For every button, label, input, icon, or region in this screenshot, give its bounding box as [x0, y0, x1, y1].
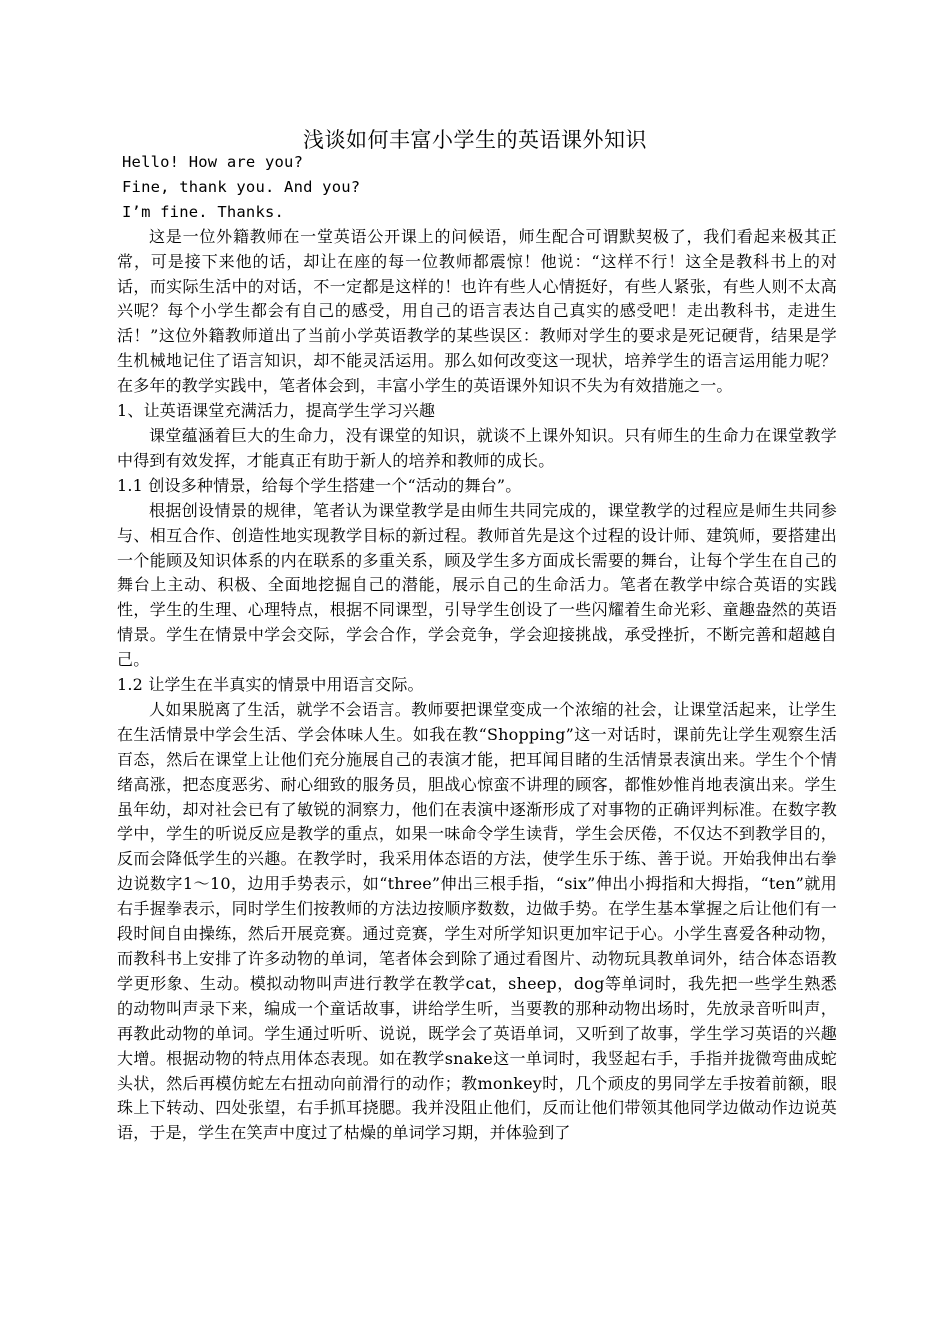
- section-heading-1: 1、让英语课堂充满活力，提高学生学习兴趣: [117, 401, 436, 421]
- greeting-line: I’m fine. Thanks.: [122, 202, 285, 221]
- document-title: 浅谈如何丰富小学生的英语课外知识: [303, 128, 647, 152]
- subsection-1-2-paragraph: 人如果脱离了生活，就学不会语言。教师要把课堂变成一个浓缩的社会，让课堂活起来，让学生在生活情景中学会生活、学会体味人生。如我在教“Shopping”这一对话时，课前先让学生观察生活百态，然后在课堂上让他们充分施展自己的表演才能，把耳闻目睹的生活情景表演出来。学生个个情绪高涨，把态度恶劣、耐心细致的服务员，胆战心惊蛮不讲理的顾客，都惟妙惟肖地表演出来。学生虽年幼，却对社会已有了敏锐的洞察力，他们在表演中逐渐形成了对事物的正确评判标准。在数字教学中，学生的听说反应是教学的重点，如果一味命令学生读背，学生会厌倦，不仅达不到教学目的，反而会降低学生的兴趣。在教学时，我采用体态语的方法，使学生乐于练、善于说。开始我伸出右拳边说数字1～10，边用手势表示，如“three”伸出三根手指，“six”伸出小拇指和大拇指，“ten”就用右手握拳表示，同时学生们按教师的方法边按顺序数数，边做手势。在学生基本掌握之后让他们有一段时间自由操练，然后开展竞赛。通过竞赛，学生对所学知识更加牢记于心。小学生喜爱各种动物，而教科书上安排了许多动物的单词，笔者体会到除了通过看图片、动物玩具教单词外，结合体态语教学更形象、生动。模拟动物叫声进行教学在教学cat，sheep，dog等单词时，我先把一些学生熟悉的动物叫声录下来，编成一个童话故事，讲给学生听，当要教的那种动物出场时，先放录音听叫声，再教此动物的单词。学生通过听听、说说，既学会了英语单词，又听到了故事，学生学习英语的兴趣大增。根据动物的特点用体态表现。如在教学snake这一单词时，我竖起右手，手指并拢微弯曲成蛇头状，然后再模仿蛇左右扭动向前滑行的动作；教monkey时，几个顽皮的男同学左手按着前额，眼珠上下转动、四处张望，右手抓耳挠腮。我并没阻止他们，反而让他们带领其他同学边做动作边说英语，于是，学生在笑声中度过了枯燥的单词学习期，并体验到了: [117, 699, 837, 1143]
- section-1-paragraph: 课堂蕴涵着巨大的生命力，没有课堂的知识，就谈不上课外知识。只有师生的生命力在课堂教学中得到有效发挥，才能真正有助于新人的培养和教师的成长。: [117, 425, 837, 470]
- greeting-line: Fine, thank you. And you?: [122, 177, 361, 196]
- subsection-heading-1-1: 1.1 创设多种情景，给每个学生搭建一个“活动的舞台”。: [117, 475, 522, 495]
- subsection-heading-1-2: 1.2 让学生在半真实的情景中用语言交际。: [117, 675, 424, 695]
- document-body: [117, 150, 837, 1146]
- intro-paragraph: 这是一位外籍教师在一堂英语公开课上的问候语，师生配合可谓默契极了，我们看起来极其正常，可是接下来他的话，却让在座的每一位教师都震惊！他说：“这样不行！这全是教科书上的对话，而实际生活中的对话，不一定都是这样的！也许有些人心情挺好，有些人紧张，有些人则不太高兴呢？每个小学生都会有自己的感受，用自己的语言表达自己真实的感受吧！走出教科书，走进生活！”这位外籍教师道出了当前小学英语教学的某些误区：教师对学生的要求是死记硬背，结果是学生机械地记住了语言知识，却不能灵活运用。那么如何改变这一现状，培养学生的语言运用能力呢？在多年的教学实践中，笔者体会到，丰富小学生的英语课外知识不失为有效措施之一。: [117, 226, 837, 396]
- subsection-1-1-paragraph: 根据创设情景的规律，笔者认为课堂教学是由师生共同完成的，课堂教学的过程应是师生共同参与、相互合作、创造性地实现教学目标的新过程。教师首先是这个过程的设计师、建筑师，要搭建出一个能顾及知识体系的内在联系的多重关系，顾及学生多方面成长需要的舞台，让每个学生在自己的舞台上主动、积极、全面地挖掘自己的潜能，展示自己的生命活力。笔者在教学中综合英语的实践性，学生的生理、心理特点，根据不同课型，引导学生创设了一些闪耀着生命光彩、童趣盎然的英语情景。学生在情景中学会交际，学会合作，学会竞争，学会迎接挑战，承受挫折，不断完善和超越自己。: [117, 500, 837, 670]
- greeting-line: Hello! How are you?: [122, 153, 304, 171]
